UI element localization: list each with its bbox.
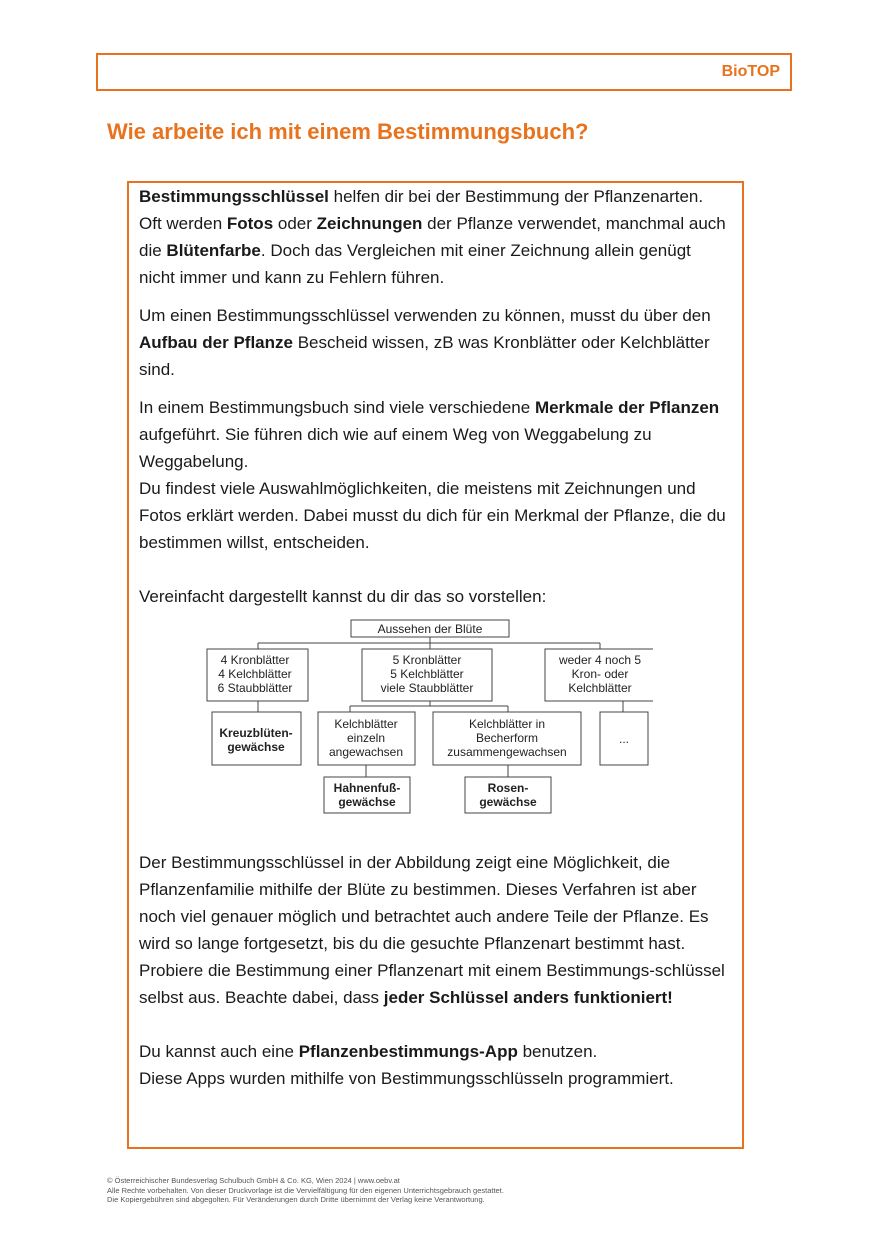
text: der Pflanze verwendet, manchmal auch die	[139, 214, 726, 260]
bold-text: Fotos	[226, 214, 274, 233]
footer-line-1: © Österreichischer Bundesverlag Schulbuch GmbH & Co. KG, Wien 2024 | www.oebv.at	[107, 1176, 400, 1185]
paragraph-7b: Diese Apps wurden mithilfe von Bestimmungsschlüsseln programmiert.	[139, 1069, 674, 1088]
bold-text: Bestimmungsschlüssel	[139, 187, 329, 206]
diagram-label: 5 Kelchblätter	[390, 667, 464, 681]
text: benutzen.	[517, 1042, 598, 1061]
diagram-label: einzeln	[346, 731, 386, 745]
diagram-label: Kelchblätter	[334, 717, 398, 731]
diagram-label: Hahnenfuß-	[333, 781, 401, 795]
footer	[107, 1176, 504, 1205]
paragraph-7	[139, 1038, 729, 1065]
diagram-label: Rosen-	[487, 781, 529, 795]
text: Du kannst auch eine	[139, 1042, 299, 1061]
diagram-label: angewachsen	[328, 745, 404, 759]
footer-line-2: Alle Rechte vorbehalten. Von dieser Druckvorlage ist die Vervielfältigung für den eigenen Unterrichtsgebrauch gestattet.	[107, 1185, 504, 1195]
diagram-label: gewächse	[227, 740, 285, 754]
content-lower	[139, 849, 729, 1092]
bold-text: Merkmale der Pflanzen	[534, 398, 720, 417]
bold-text: Blütenfarbe	[166, 241, 261, 260]
diagram-label: gewächse	[338, 795, 396, 809]
diagram-label: viele Staubblätter	[380, 681, 474, 695]
text: Bescheid wissen, zB was Kronblätter oder Kelchblätter sind.	[139, 333, 710, 379]
diagram-label: 4 Kronblätter	[220, 653, 290, 667]
paragraph-4: Vereinfacht dargestellt kannst du dir das so vorstellen:	[139, 587, 547, 606]
paragraph-5: Der Bestimmungsschlüssel in der Abbildung zeigt eine Möglichkeit, die Pflanzenfamilie mithilfe der Blüte zu bestimmen. Dieses Verfahren ist aber noch viel genauer möglich und betrachtet auch andere Teile der Pflanze. Es wird so lange fortgesetzt, bis du die gesuchte Pflanzenart bestimmt hast.	[139, 853, 709, 953]
brand-label: BioTOP	[721, 63, 780, 80]
diagram-label: Kelchblätter	[568, 681, 632, 695]
diagram-label: Kelchblätter in	[468, 717, 546, 731]
paragraph-3	[139, 394, 729, 475]
diagram-label: gewächse	[479, 795, 537, 809]
text: Probiere die Bestimmung einer Pflanzenart mit einem Bestimmungs-schlüssel selbst aus. Beachte dabei, dass	[139, 961, 725, 1007]
content-upper	[139, 183, 729, 610]
bold-text: Aufbau der Pflanze	[139, 333, 293, 352]
diagram-label: 4 Kelchblätter	[218, 667, 292, 681]
text: aufgeführt. Sie führen dich wie auf einem Weg von Weggabelung zu Weggabelung.	[139, 425, 652, 471]
text: oder	[273, 214, 317, 233]
diagram-label: 6 Staubblätter	[217, 681, 293, 695]
diagram-label: zusammengewachsen	[447, 745, 567, 759]
content-box	[127, 181, 744, 1149]
text: Um einen Bestimmungsschlüssel verwenden zu können, musst du über den	[139, 306, 711, 325]
key-diagram	[203, 618, 653, 818]
diagram-label: ...	[618, 732, 630, 746]
paragraph-1	[139, 183, 729, 291]
diagram-label: Kreuzblüten-	[219, 726, 293, 740]
paragraph-3b: Du findest viele Auswahlmöglichkeiten, die meistens mit Zeichnungen und Fotos erklärt werden. Dabei musst du dich für ein Merkmal der Pflanze, die du bestimmen willst, entscheiden.	[139, 479, 726, 552]
diagram-label: 5 Kronblätter	[392, 653, 462, 667]
diagram-label: weder 4 noch 5	[558, 653, 642, 667]
text: helfen dir bei der Bestimmung der Pflanzenarten. Oft werden	[139, 187, 704, 233]
paragraph-2	[139, 302, 729, 383]
paragraph-6	[139, 957, 729, 1011]
footer-line-3: Die Kopiergebühren sind abgegolten. Für Veränderungen durch Dritte übernimmt der Verlag keine Verantwortung.	[107, 1195, 485, 1204]
text: In einem Bestimmungsbuch sind viele verschiedene	[139, 398, 535, 417]
bold-text: Pflanzenbestimmungs-App	[298, 1042, 518, 1061]
text: . Doch das Vergleichen mit einer Zeichnung allein genügt nicht immer und kann zu Fehlern führen.	[139, 241, 691, 287]
diagram-root-label: Aussehen der Blüte	[377, 622, 483, 636]
bold-text: jeder Schlüssel anders funktioniert!	[383, 988, 673, 1007]
header-box	[96, 53, 792, 91]
bold-text: Zeichnungen	[316, 214, 423, 233]
page-title: Wie arbeite ich mit einem Bestimmungsbuch?	[107, 119, 589, 144]
diagram-label: Kron- oder	[571, 667, 629, 681]
diagram-label: Becherform	[475, 731, 539, 745]
